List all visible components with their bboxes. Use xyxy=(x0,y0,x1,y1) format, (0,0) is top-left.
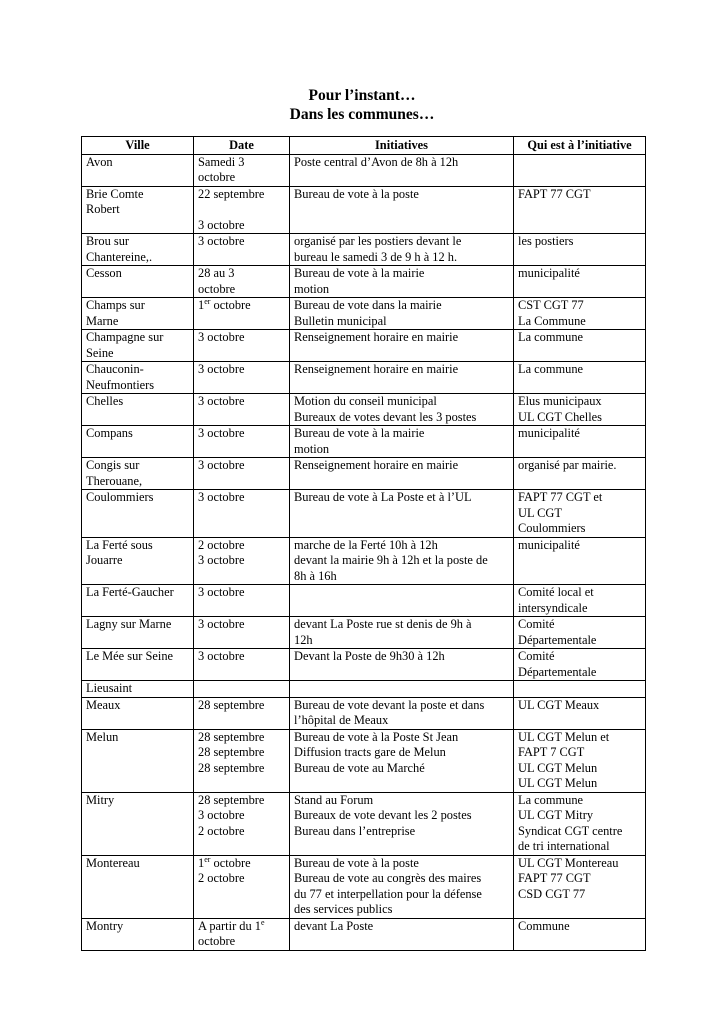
cell-line: 1er octobre xyxy=(198,297,251,312)
cell-initiatives xyxy=(290,617,514,649)
cell-ville xyxy=(82,918,194,950)
cell-line: Départementale xyxy=(518,632,597,647)
cell-line: 3 octobre xyxy=(198,808,245,822)
cell-line: Montry xyxy=(86,918,124,933)
cell-line: 28 septembre xyxy=(198,745,265,759)
cell-line: Le Mée sur Seine xyxy=(86,649,174,663)
cell-line: Melun xyxy=(86,729,119,744)
table-row xyxy=(82,918,646,950)
cell-qui xyxy=(514,537,646,585)
header-date: Date xyxy=(194,137,290,155)
cell-line: Départementale xyxy=(518,664,597,679)
cell-date xyxy=(194,330,290,362)
cell-line: La Commune xyxy=(518,313,586,328)
table-row xyxy=(82,426,646,458)
cell-line: 3 octobre xyxy=(198,234,245,248)
cell-line: municipalité xyxy=(518,266,580,280)
cell-ville xyxy=(82,681,194,698)
communes-table xyxy=(81,136,646,951)
cell-line: Bureau de vote dans la mairie xyxy=(294,298,442,312)
cell-line: Therouane, xyxy=(86,473,143,488)
cell-line: Syndicat CGT centre xyxy=(518,823,623,838)
cell-line: 3 octobre xyxy=(198,490,245,504)
cell-line: Samedi 3 xyxy=(198,154,245,169)
cell-line: La commune xyxy=(518,792,584,807)
cell-line: Brie Comte xyxy=(86,186,144,201)
cell-line: UL CGT Mitry xyxy=(518,808,594,822)
cell-line: devant La Poste rue st denis de 9h à xyxy=(294,617,472,631)
cell-ville xyxy=(82,394,194,426)
cell-qui xyxy=(514,490,646,538)
cell-line: Coulommiers xyxy=(518,521,586,535)
table-row xyxy=(82,266,646,298)
header-initiatives: Initiatives xyxy=(290,137,514,155)
cell-line: 12h xyxy=(294,632,313,647)
table-row xyxy=(82,585,646,617)
cell-line: du 77 et interpellation pour la défense xyxy=(294,886,482,901)
cell-date xyxy=(194,234,290,266)
cell-line: A partir du 1e xyxy=(198,917,265,933)
cell-initiatives xyxy=(290,186,514,234)
cell-date xyxy=(194,186,290,234)
cell-line: 3 octobre xyxy=(198,553,245,567)
cell-line: 3 octobre xyxy=(198,426,245,440)
cell-qui xyxy=(514,426,646,458)
cell-line: 2 octobre xyxy=(198,871,245,885)
cell-line: marche de la Ferté 10h à 12h xyxy=(294,537,438,552)
cell-line: CST CGT 77 xyxy=(518,298,584,312)
cell-line: 22 septembre xyxy=(198,186,265,201)
cell-line: 3 octobre xyxy=(198,649,245,663)
cell-line: Poste central d’Avon de 8h à 12h xyxy=(294,154,459,169)
cell-initiatives xyxy=(290,697,514,729)
cell-qui xyxy=(514,855,646,918)
cell-line: intersyndicale xyxy=(518,600,588,615)
cell-ville xyxy=(82,426,194,458)
cell-line: FAPT 77 CGT xyxy=(518,871,591,885)
cell-line: UL CGT Montereau xyxy=(518,855,619,870)
table-row xyxy=(82,729,646,792)
cell-ville xyxy=(82,617,194,649)
cell-line: Bureau de vote au congrès des maires xyxy=(294,871,482,885)
cell-line: Montereau xyxy=(86,855,140,870)
cell-ville xyxy=(82,792,194,855)
cell-ville xyxy=(82,537,194,585)
cell-initiatives xyxy=(290,426,514,458)
cell-line: 28 au 3 xyxy=(198,266,235,280)
cell-line: octobre xyxy=(198,281,236,296)
cell-initiatives xyxy=(290,855,514,918)
cell-initiatives xyxy=(290,234,514,266)
cell-initiatives xyxy=(290,266,514,298)
cell-line: Renseignement horaire en mairie xyxy=(294,362,459,376)
cell-line: Chelles xyxy=(86,394,124,408)
table-row xyxy=(82,458,646,490)
cell-qui xyxy=(514,154,646,186)
cell-initiatives xyxy=(290,729,514,792)
cell-date xyxy=(194,266,290,298)
cell-initiatives xyxy=(290,918,514,950)
table-row xyxy=(82,362,646,394)
cell-line: Diffusion tracts gare de Melun xyxy=(294,745,446,759)
cell-line: Avon xyxy=(86,154,113,169)
table-row xyxy=(82,330,646,362)
cell-date xyxy=(194,458,290,490)
cell-ville xyxy=(82,266,194,298)
cell-initiatives xyxy=(290,330,514,362)
cell-line: Commune xyxy=(518,918,570,933)
table-row xyxy=(82,681,646,698)
cell-line: 8h à 16h xyxy=(294,568,337,583)
cell-line: municipalité xyxy=(518,426,580,440)
cell-line: Motion du conseil municipal xyxy=(294,394,437,408)
cell-line: octobre xyxy=(198,934,236,948)
table-row xyxy=(82,697,646,729)
table-row xyxy=(82,186,646,234)
cell-line: UL CGT Meaux xyxy=(518,697,600,712)
cell-line: Bureau de vote à la poste xyxy=(294,855,419,870)
cell-qui xyxy=(514,458,646,490)
cell-initiatives xyxy=(290,792,514,855)
cell-line: Bureau de vote à la poste xyxy=(294,186,419,201)
cell-line: 3 octobre xyxy=(198,585,245,599)
cell-line: FAPT 77 CGT xyxy=(518,186,591,201)
document-title xyxy=(0,86,724,124)
cell-qui xyxy=(514,918,646,950)
cell-line: Robert xyxy=(86,202,120,216)
cell-line: Renseignement horaire en mairie xyxy=(294,458,459,472)
cell-line: 28 septembre xyxy=(198,729,265,744)
cell-line: Comité xyxy=(518,617,555,631)
table-row xyxy=(82,394,646,426)
cell-qui xyxy=(514,330,646,362)
superscript: e xyxy=(260,917,265,927)
table-row xyxy=(82,490,646,538)
cell-line: 28 septembre xyxy=(198,697,265,712)
cell-date xyxy=(194,855,290,918)
cell-line: 1er octobre xyxy=(198,854,251,870)
cell-line: Chauconin- xyxy=(86,362,144,376)
table-row xyxy=(82,649,646,681)
cell-date xyxy=(194,585,290,617)
cell-line: Devant la Poste de 9h30 à 12h xyxy=(294,649,445,663)
cell-ville xyxy=(82,154,194,186)
cell-ville xyxy=(82,585,194,617)
cell-line: 3 octobre xyxy=(198,362,245,376)
table-row xyxy=(82,234,646,266)
cell-line: Neufmontiers xyxy=(86,377,155,392)
cell-line: Meaux xyxy=(86,697,121,712)
cell-line: Renseignement horaire en mairie xyxy=(294,330,459,344)
cell-line: Brou sur xyxy=(86,234,130,248)
cell-line: UL CGT Chelles xyxy=(518,409,602,424)
cell-line: Bureau de vote devant la poste et dans xyxy=(294,697,485,712)
cell-date xyxy=(194,394,290,426)
cell-line: UL CGT Melun xyxy=(518,776,598,790)
cell-line: FAPT 77 CGT et xyxy=(518,490,603,504)
cell-initiatives xyxy=(290,154,514,186)
cell-date xyxy=(194,918,290,950)
cell-line: Seine xyxy=(86,345,114,360)
cell-line: des services publics xyxy=(294,902,393,916)
cell-line: CSD CGT 77 xyxy=(518,886,586,901)
cell-line: motion xyxy=(294,441,330,456)
table-row xyxy=(82,792,646,855)
cell-date xyxy=(194,298,290,330)
cell-date xyxy=(194,792,290,855)
cell-line: 28 septembre xyxy=(198,760,265,775)
header-ville: Ville xyxy=(82,137,194,155)
cell-line: Jouarre xyxy=(86,553,123,567)
cell-initiatives xyxy=(290,585,514,617)
cell-line: 2 octobre xyxy=(198,823,245,838)
cell-line: octobre xyxy=(198,170,236,184)
cell-line: 3 octobre xyxy=(198,617,245,631)
cell-line: 3 octobre xyxy=(198,330,245,344)
cell-line: devant la mairie 9h à 12h et la poste de xyxy=(294,553,488,567)
cell-line: La commune xyxy=(518,330,584,344)
cell-line: les postiers xyxy=(518,234,574,248)
cell-line: Marne xyxy=(86,313,119,328)
cell-qui xyxy=(514,792,646,855)
cell-line: UL CGT Melun xyxy=(518,760,598,775)
cell-ville xyxy=(82,855,194,918)
cell-ville xyxy=(82,490,194,538)
cell-date xyxy=(194,154,290,186)
table-row xyxy=(82,617,646,649)
cell-line: Compans xyxy=(86,426,133,440)
cell-initiatives xyxy=(290,681,514,698)
cell-line: FAPT 7 CGT xyxy=(518,745,585,759)
cell-line: devant La Poste xyxy=(294,918,374,933)
cell-ville xyxy=(82,697,194,729)
cell-qui xyxy=(514,729,646,792)
cell-date xyxy=(194,617,290,649)
cell-qui xyxy=(514,234,646,266)
table-row xyxy=(82,855,646,918)
table-body xyxy=(82,154,646,950)
cell-line: La commune xyxy=(518,362,584,376)
cell-line: 3 octobre xyxy=(198,458,245,472)
cell-line: Chantereine,. xyxy=(86,249,153,264)
cell-line: Bureau de vote à La Poste et à l’UL xyxy=(294,490,472,504)
cell-ville xyxy=(82,362,194,394)
cell-line: Champagne sur xyxy=(86,330,164,344)
cell-ville xyxy=(82,186,194,234)
cell-line: Coulommiers xyxy=(86,490,154,504)
cell-line: 2 octobre xyxy=(198,537,245,552)
cell-line: UL CGT xyxy=(518,505,562,520)
cell-date xyxy=(194,490,290,538)
cell-initiatives xyxy=(290,298,514,330)
cell-line: Bureau dans l’entreprise xyxy=(294,823,416,838)
cell-line: 3 octobre xyxy=(198,217,245,232)
cell-line: l’hôpital de Meaux xyxy=(294,713,389,727)
cell-line: Comité xyxy=(518,649,555,663)
cell-initiatives xyxy=(290,458,514,490)
cell-line: Lieusaint xyxy=(86,681,133,695)
cell-ville xyxy=(82,330,194,362)
cell-qui xyxy=(514,681,646,698)
cell-date xyxy=(194,681,290,698)
cell-line: Comité local et xyxy=(518,585,594,599)
cell-line: Bulletin municipal xyxy=(294,313,387,328)
cell-line: Bureaux de votes devant les 3 postes xyxy=(294,409,477,424)
cell-line: Bureau de vote à la mairie xyxy=(294,266,425,280)
cell-date xyxy=(194,426,290,458)
cell-ville xyxy=(82,649,194,681)
cell-ville xyxy=(82,298,194,330)
cell-qui xyxy=(514,649,646,681)
cell-qui xyxy=(514,585,646,617)
cell-qui xyxy=(514,298,646,330)
cell-initiatives xyxy=(290,362,514,394)
cell-line: La Ferté-Gaucher xyxy=(86,585,174,599)
cell-date xyxy=(194,729,290,792)
cell-line: Congis sur xyxy=(86,458,140,472)
cell-ville xyxy=(82,458,194,490)
cell-qui xyxy=(514,266,646,298)
cell-line: Bureau de vote à la Poste St Jean xyxy=(294,729,459,744)
table-row xyxy=(82,298,646,330)
superscript: er xyxy=(204,854,211,864)
cell-line: de tri international xyxy=(518,839,610,853)
cell-qui xyxy=(514,186,646,234)
cell-line: organisé par les postiers devant le xyxy=(294,234,462,248)
cell-qui xyxy=(514,394,646,426)
cell-line: municipalité xyxy=(518,537,580,552)
cell-date xyxy=(194,362,290,394)
header-qui: Qui est à l’initiative xyxy=(514,137,646,155)
cell-qui xyxy=(514,617,646,649)
cell-line: Mitry xyxy=(86,792,115,807)
cell-ville xyxy=(82,234,194,266)
cell-line: organisé par mairie. xyxy=(518,458,617,472)
cell-initiatives xyxy=(290,490,514,538)
cell-line: UL CGT Melun et xyxy=(518,729,610,744)
cell-line: 28 septembre xyxy=(198,792,265,807)
cell-initiatives xyxy=(290,394,514,426)
cell-date xyxy=(194,537,290,585)
cell-date xyxy=(194,697,290,729)
cell-line: bureau le samedi 3 de 9 h à 12 h. xyxy=(294,249,458,264)
cell-qui xyxy=(514,362,646,394)
superscript: er xyxy=(204,297,211,306)
cell-line: La Ferté sous xyxy=(86,537,153,552)
cell-qui xyxy=(514,697,646,729)
cell-line: Elus municipaux xyxy=(518,394,602,408)
title-line-1: Pour l’instant… xyxy=(308,87,416,104)
cell-initiatives xyxy=(290,649,514,681)
cell-line: Bureau de vote à la mairie xyxy=(294,426,425,440)
cell-line: Bureau de vote au Marché xyxy=(294,760,425,775)
cell-date xyxy=(194,649,290,681)
cell-line: motion xyxy=(294,281,330,296)
cell-line: 3 octobre xyxy=(198,394,245,408)
cell-initiatives xyxy=(290,537,514,585)
cell-line xyxy=(198,202,285,218)
cell-line: Bureaux de vote devant les 2 postes xyxy=(294,808,472,822)
table-row xyxy=(82,154,646,186)
table-row xyxy=(82,537,646,585)
cell-line: Cesson xyxy=(86,266,122,280)
table-header-row xyxy=(82,137,646,155)
cell-ville xyxy=(82,729,194,792)
cell-line: Lagny sur Marne xyxy=(86,617,172,631)
title-line-2: Dans les communes… xyxy=(289,106,435,123)
cell-line: Champs sur xyxy=(86,298,145,312)
cell-line: Stand au Forum xyxy=(294,792,374,807)
